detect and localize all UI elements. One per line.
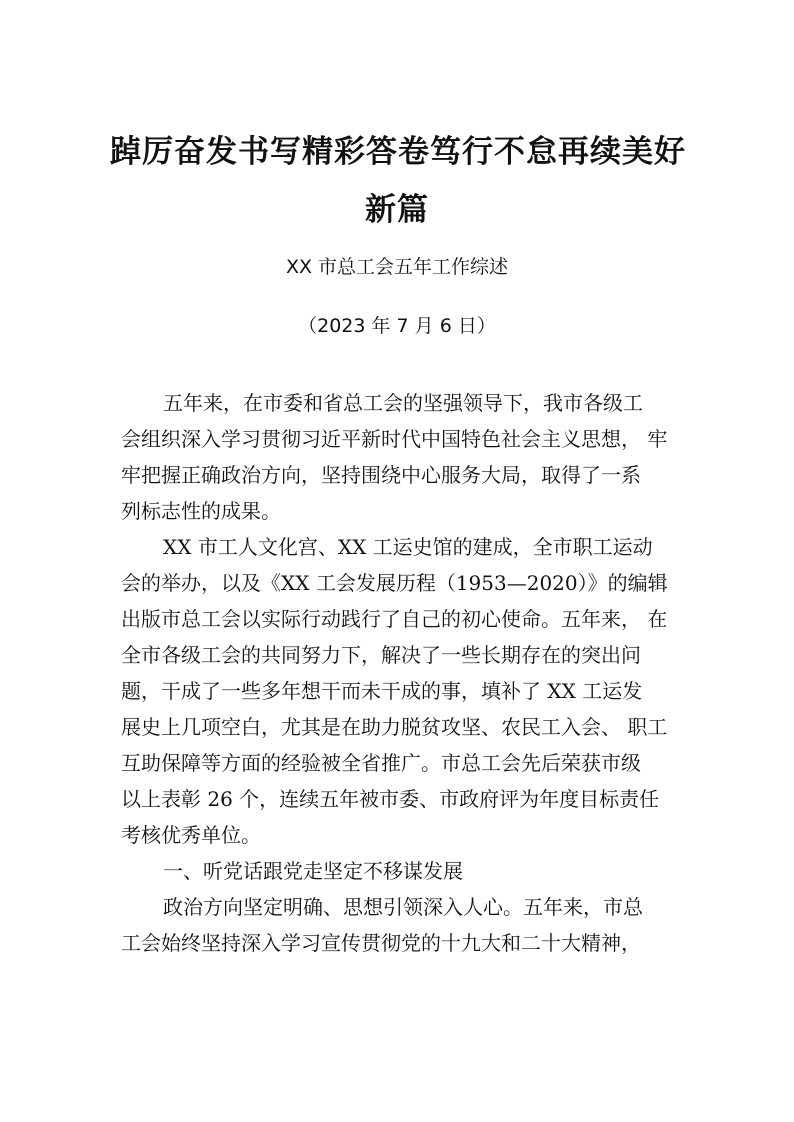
body-line: 工会始终坚持深入学习宣传贯彻党的十九大和二十大精神， bbox=[121, 931, 641, 955]
body-line: 展史上几项空白，尤其是在助力脱贫攻坚、农民工入会、 职工 bbox=[121, 715, 668, 739]
body-line: 列标志性的成果。 bbox=[121, 499, 281, 523]
body-line: 政治方向坚定明确、思想引领深入人心。五年来，市总 bbox=[163, 895, 643, 919]
body-line: XX 市工人文化宫、XX 工运史馆的建成，全市职工运动 bbox=[163, 535, 653, 559]
document-title-line-1: 踔厉奋发书写精彩答卷笃行不怠再续美好 bbox=[110, 134, 686, 170]
body-line: 牢把握正确政治方向，坚持围绕中心服务大局，取得了一系 bbox=[121, 463, 641, 487]
section-heading: 一、听党话跟党走坚定不移谋发展 bbox=[163, 859, 463, 883]
document-subtitle: XX 市总工会五年工作综述 bbox=[285, 256, 509, 278]
body-line: 五年来，在市委和省总工会的坚强领导下，我市各级工 bbox=[163, 391, 643, 415]
body-line: 全市各级工会的共同努力下，解决了一些长期存在的突出问 bbox=[121, 643, 641, 667]
body-line: 题，干成了一些多年想干而未干成的事，填补了 XX 工运发 bbox=[121, 679, 643, 703]
body-line: 互助保障等方面的经验被全省推广。市总工会先后荣获市级 bbox=[121, 751, 641, 775]
document-body bbox=[121, 385, 676, 961]
document-title-line-2: 新篇 bbox=[365, 192, 429, 228]
body-line: 以上表彰 26 个，连续五年被市委、市政府评为年度目标责任 bbox=[121, 787, 660, 811]
body-line: 会组织深入学习贯彻习近平新时代中国特色社会主义思想， 牢 bbox=[121, 427, 668, 451]
body-line: 出版市总工会以实际行动践行了自己的初心使命。五年来， 在 bbox=[121, 607, 668, 631]
body-line: 会的举办，以及《XX 工会发展历程（1953—2020）》的编辑 bbox=[121, 571, 668, 595]
body-line: 考核优秀单位。 bbox=[121, 823, 261, 847]
document-date: （2023 年 7 月 6 日） bbox=[298, 315, 496, 337]
